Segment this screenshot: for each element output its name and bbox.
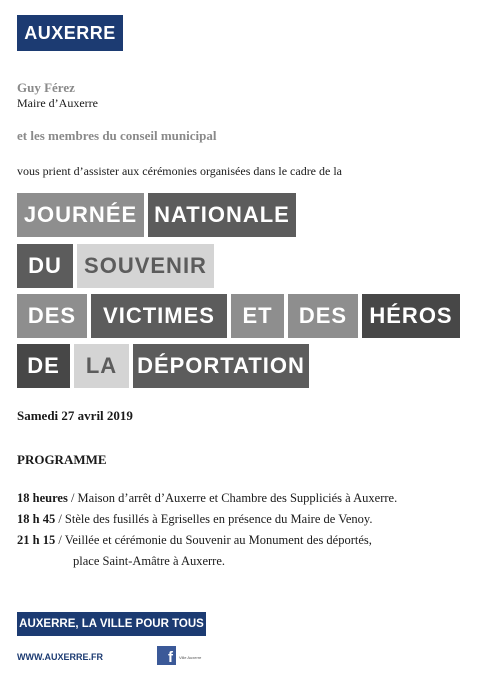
title-word-journee: JOURNÉE — [17, 193, 144, 237]
facebook-icon[interactable]: f — [157, 646, 176, 665]
title-word-deportation: DÉPORTATION — [133, 344, 309, 388]
invitation-text: vous prient d’assister aux cérémonies organisées dans le cadre de la — [17, 164, 342, 178]
facebook-label: Ville Auxerre — [179, 655, 202, 660]
council-line: et les membres du conseil municipal — [17, 128, 217, 143]
title-word-nationale: NATIONALE — [148, 193, 296, 237]
title-word-de: DE — [17, 344, 70, 388]
auxerre-logo: AUXERRE — [17, 15, 123, 51]
title-word-des-2: DES — [288, 294, 358, 338]
programme-item — [17, 491, 397, 506]
programme-text: / Maison d’arrêt d’Auxerre et Chambre des Suppliciés à Auxerre. — [67, 491, 398, 505]
title-word-souvenir: SOUVENIR — [77, 244, 214, 288]
programme-time: 21 h 15 — [17, 533, 56, 547]
title-word-la: LA — [74, 344, 129, 388]
slogan-banner: AUXERRE, LA VILLE POUR TOUS — [17, 612, 206, 636]
programme-item-continuation: place Saint-Amâtre à Auxerre. — [73, 554, 226, 568]
programme-title: PROGRAMME — [17, 452, 107, 467]
programme-item — [17, 512, 372, 527]
title-word-du: DU — [17, 244, 73, 288]
title-word-des-1: DES — [17, 294, 87, 338]
programme-time: 18 heures — [17, 491, 68, 505]
website-link[interactable]: WWW.AUXERRE.FR — [17, 652, 103, 662]
title-word-victimes: VICTIMES — [91, 294, 227, 338]
title-word-et: ET — [231, 294, 284, 338]
programme-text: / Stèle des fusillés à Egriselles en présence du Maire de Venoy. — [55, 512, 373, 526]
programme-item — [17, 533, 372, 548]
title-word-heros: HÉROS — [362, 294, 460, 338]
event-date: Samedi 27 avril 2019 — [17, 408, 133, 423]
programme-text: / Veillée et cérémonie du Souvenir au Monument des déportés, — [55, 533, 372, 547]
programme-time: 18 h 45 — [17, 512, 56, 526]
mayor-title: Maire d’Auxerre — [17, 96, 98, 110]
mayor-name: Guy Férez — [17, 80, 75, 95]
